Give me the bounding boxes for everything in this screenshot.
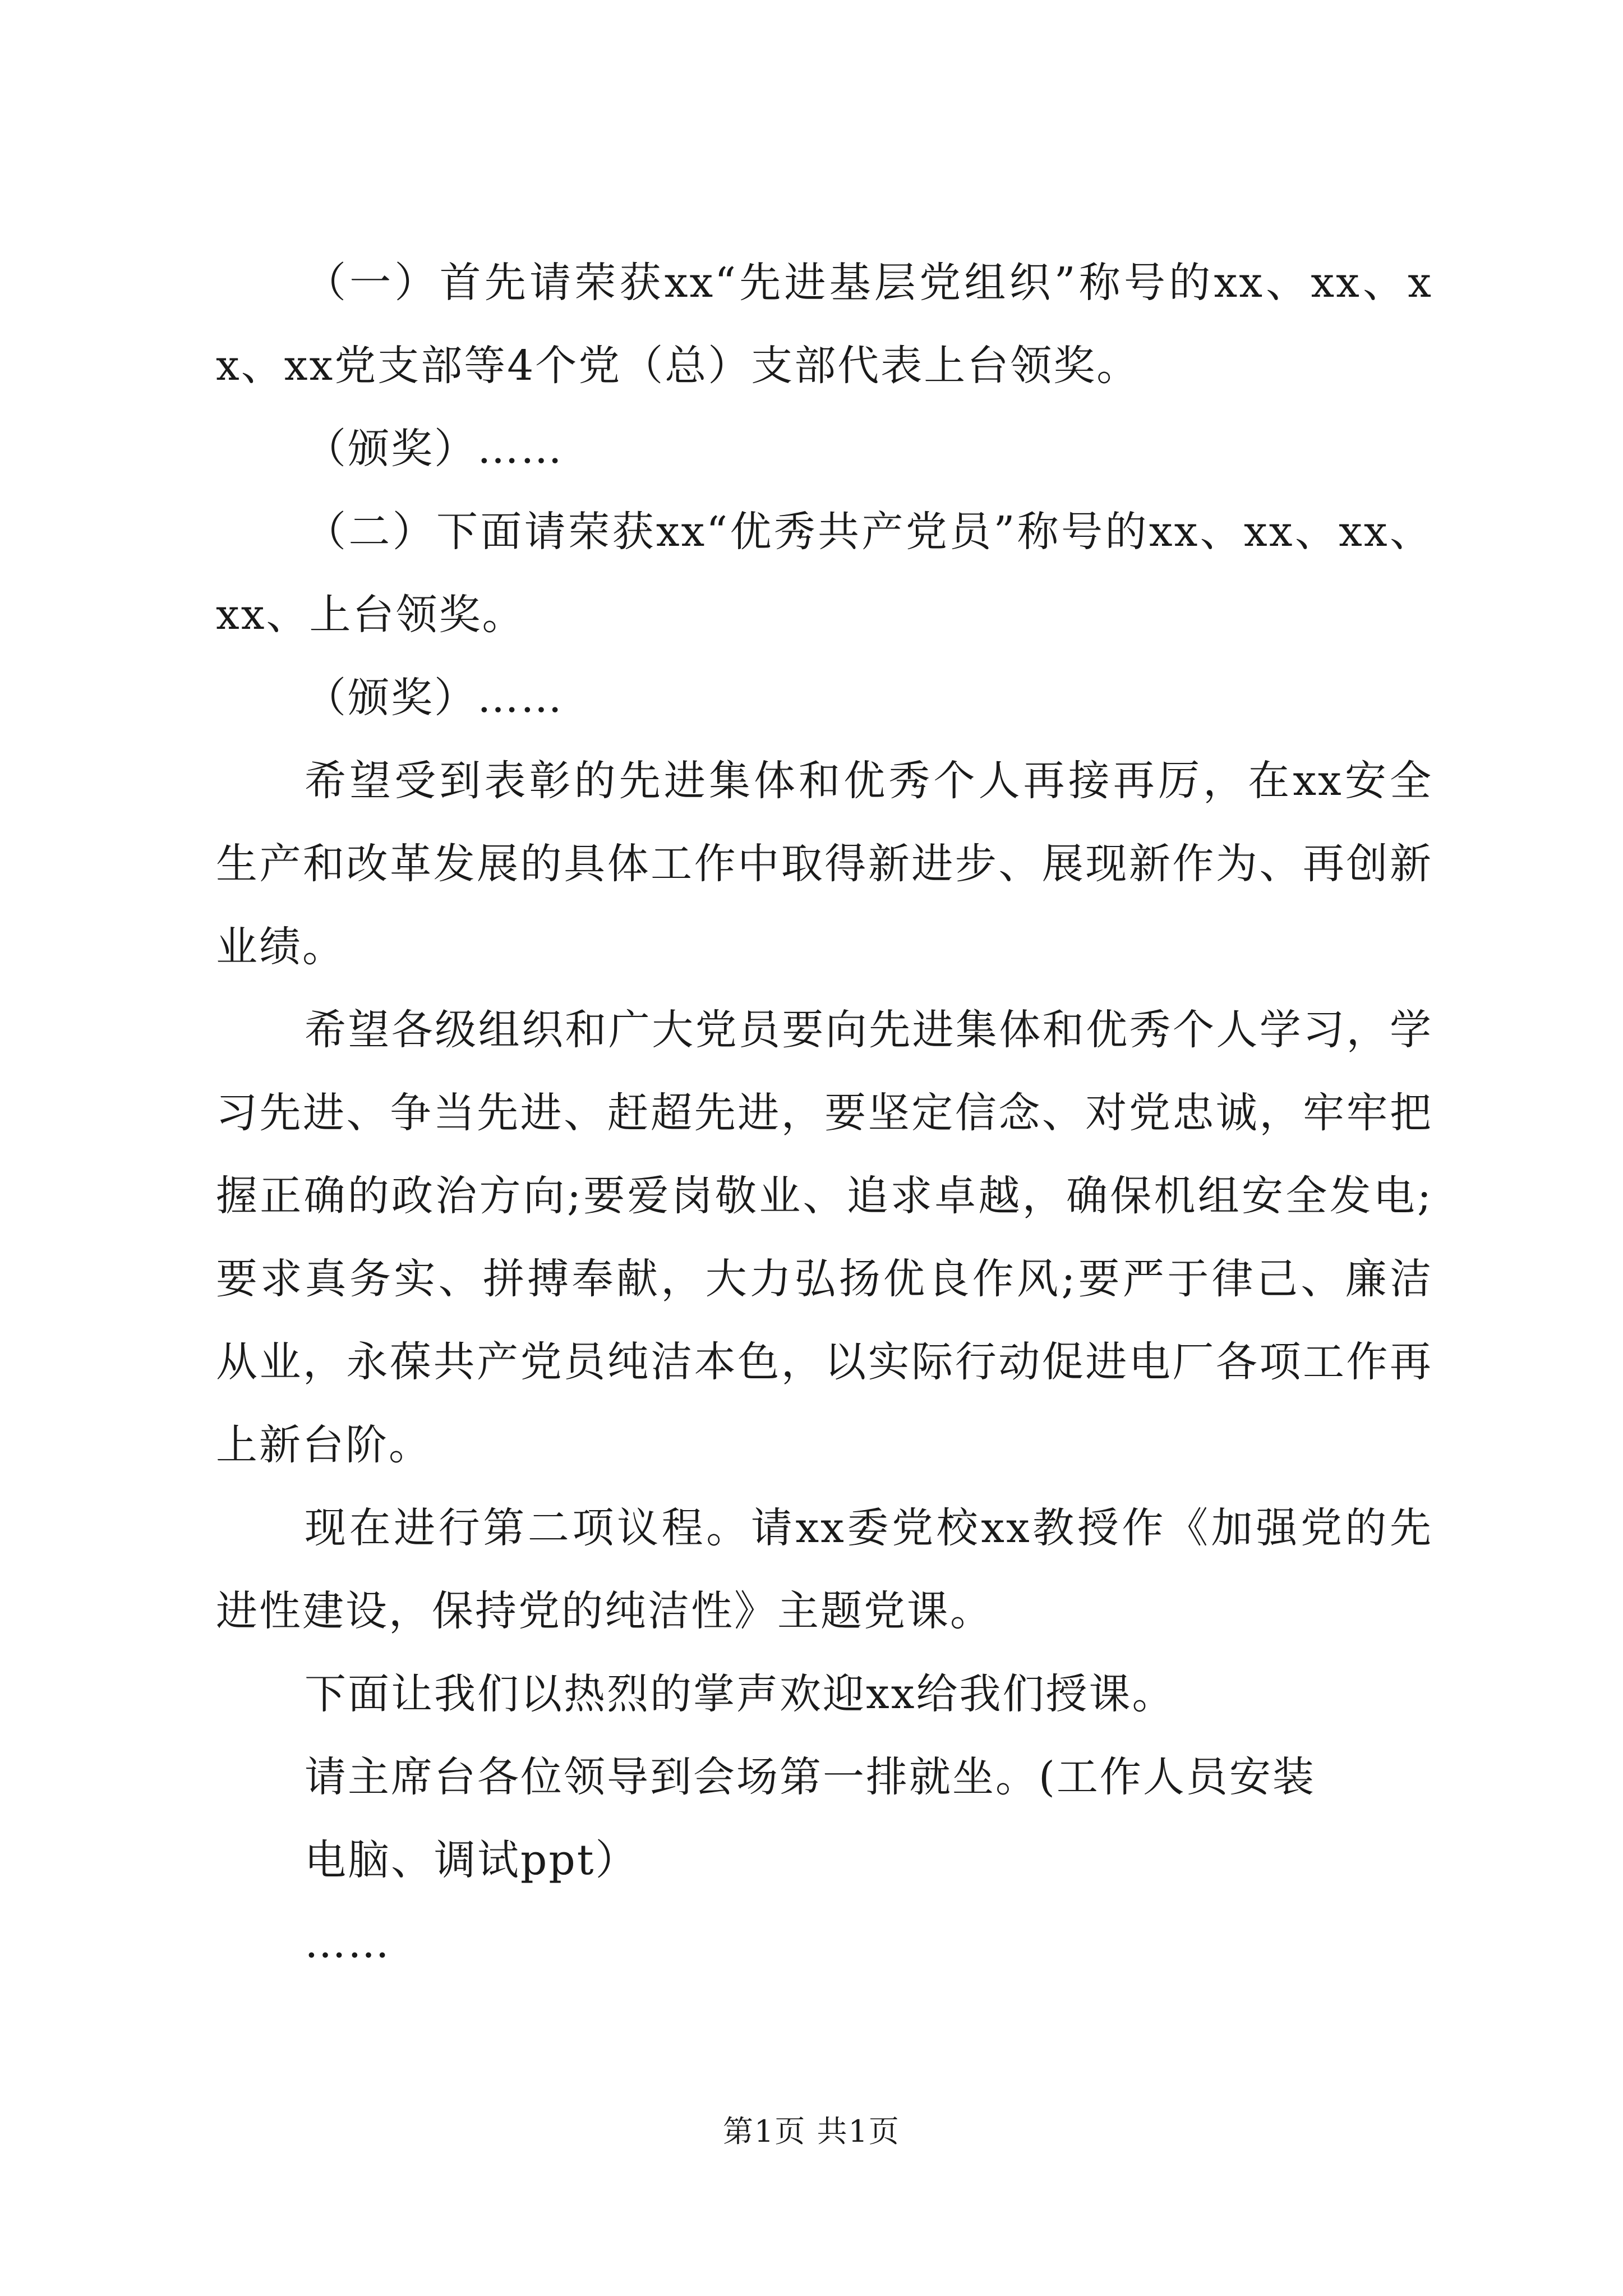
line-ellipsis: ……	[305, 1919, 391, 1967]
page-footer: 第1页 共1页	[723, 2114, 900, 2149]
document-body	[216, 241, 1433, 1985]
paragraph-hope-advanced: 希望受到表彰的先进集体和优秀个人再接再厉，在xx安全生产和改革发展的具体工作中取得新进步、展现新作为、再创新业绩。	[216, 757, 1433, 971]
line-setup: 电脑、调试ppt）	[305, 1836, 639, 1884]
paragraph-welcome: 下面让我们以热烈的掌声欢迎xx给我们授课。	[305, 1670, 1175, 1718]
paragraph-award-note-1: （颁奖）……	[305, 425, 564, 473]
paragraph-award-note-2: （颁奖）……	[305, 674, 564, 722]
line-seating: 请主席台各位领导到会场第一排就坐。(工作人员安装	[305, 1753, 1316, 1801]
paragraph-second-agenda: 现在进行第二项议程。请xx委党校xx教授作《加强党的先进性建设，保持党的纯洁性》主题党课。	[216, 1504, 1433, 1635]
paragraph-award-members: （二）下面请荣获xx“优秀共产党员”称号的xx、xx、xx、xx、上台领奖。	[216, 508, 1433, 639]
paragraph-award-organizations: （一）首先请荣获xx“先进基层党组织”称号的xx、xx、xx、xx党支部等4个党（总）支部代表上台领奖。	[216, 259, 1433, 390]
paragraph-hope-members: 希望各级组织和广大党员要向先进集体和优秀个人学习，学习先进、争当先进、赶超先进，要坚定信念、对党忠诚，牢牢把握正确的政治方向;要爱岗敬业、追求卓越，确保机组安全发电;要求真务实、拼搏奉献，大力弘扬优良作风;要严于律己、廉洁从业，永葆共产党员纯洁本色，以实际行动促进电厂各项工作再上新台阶。	[216, 1006, 1433, 1469]
